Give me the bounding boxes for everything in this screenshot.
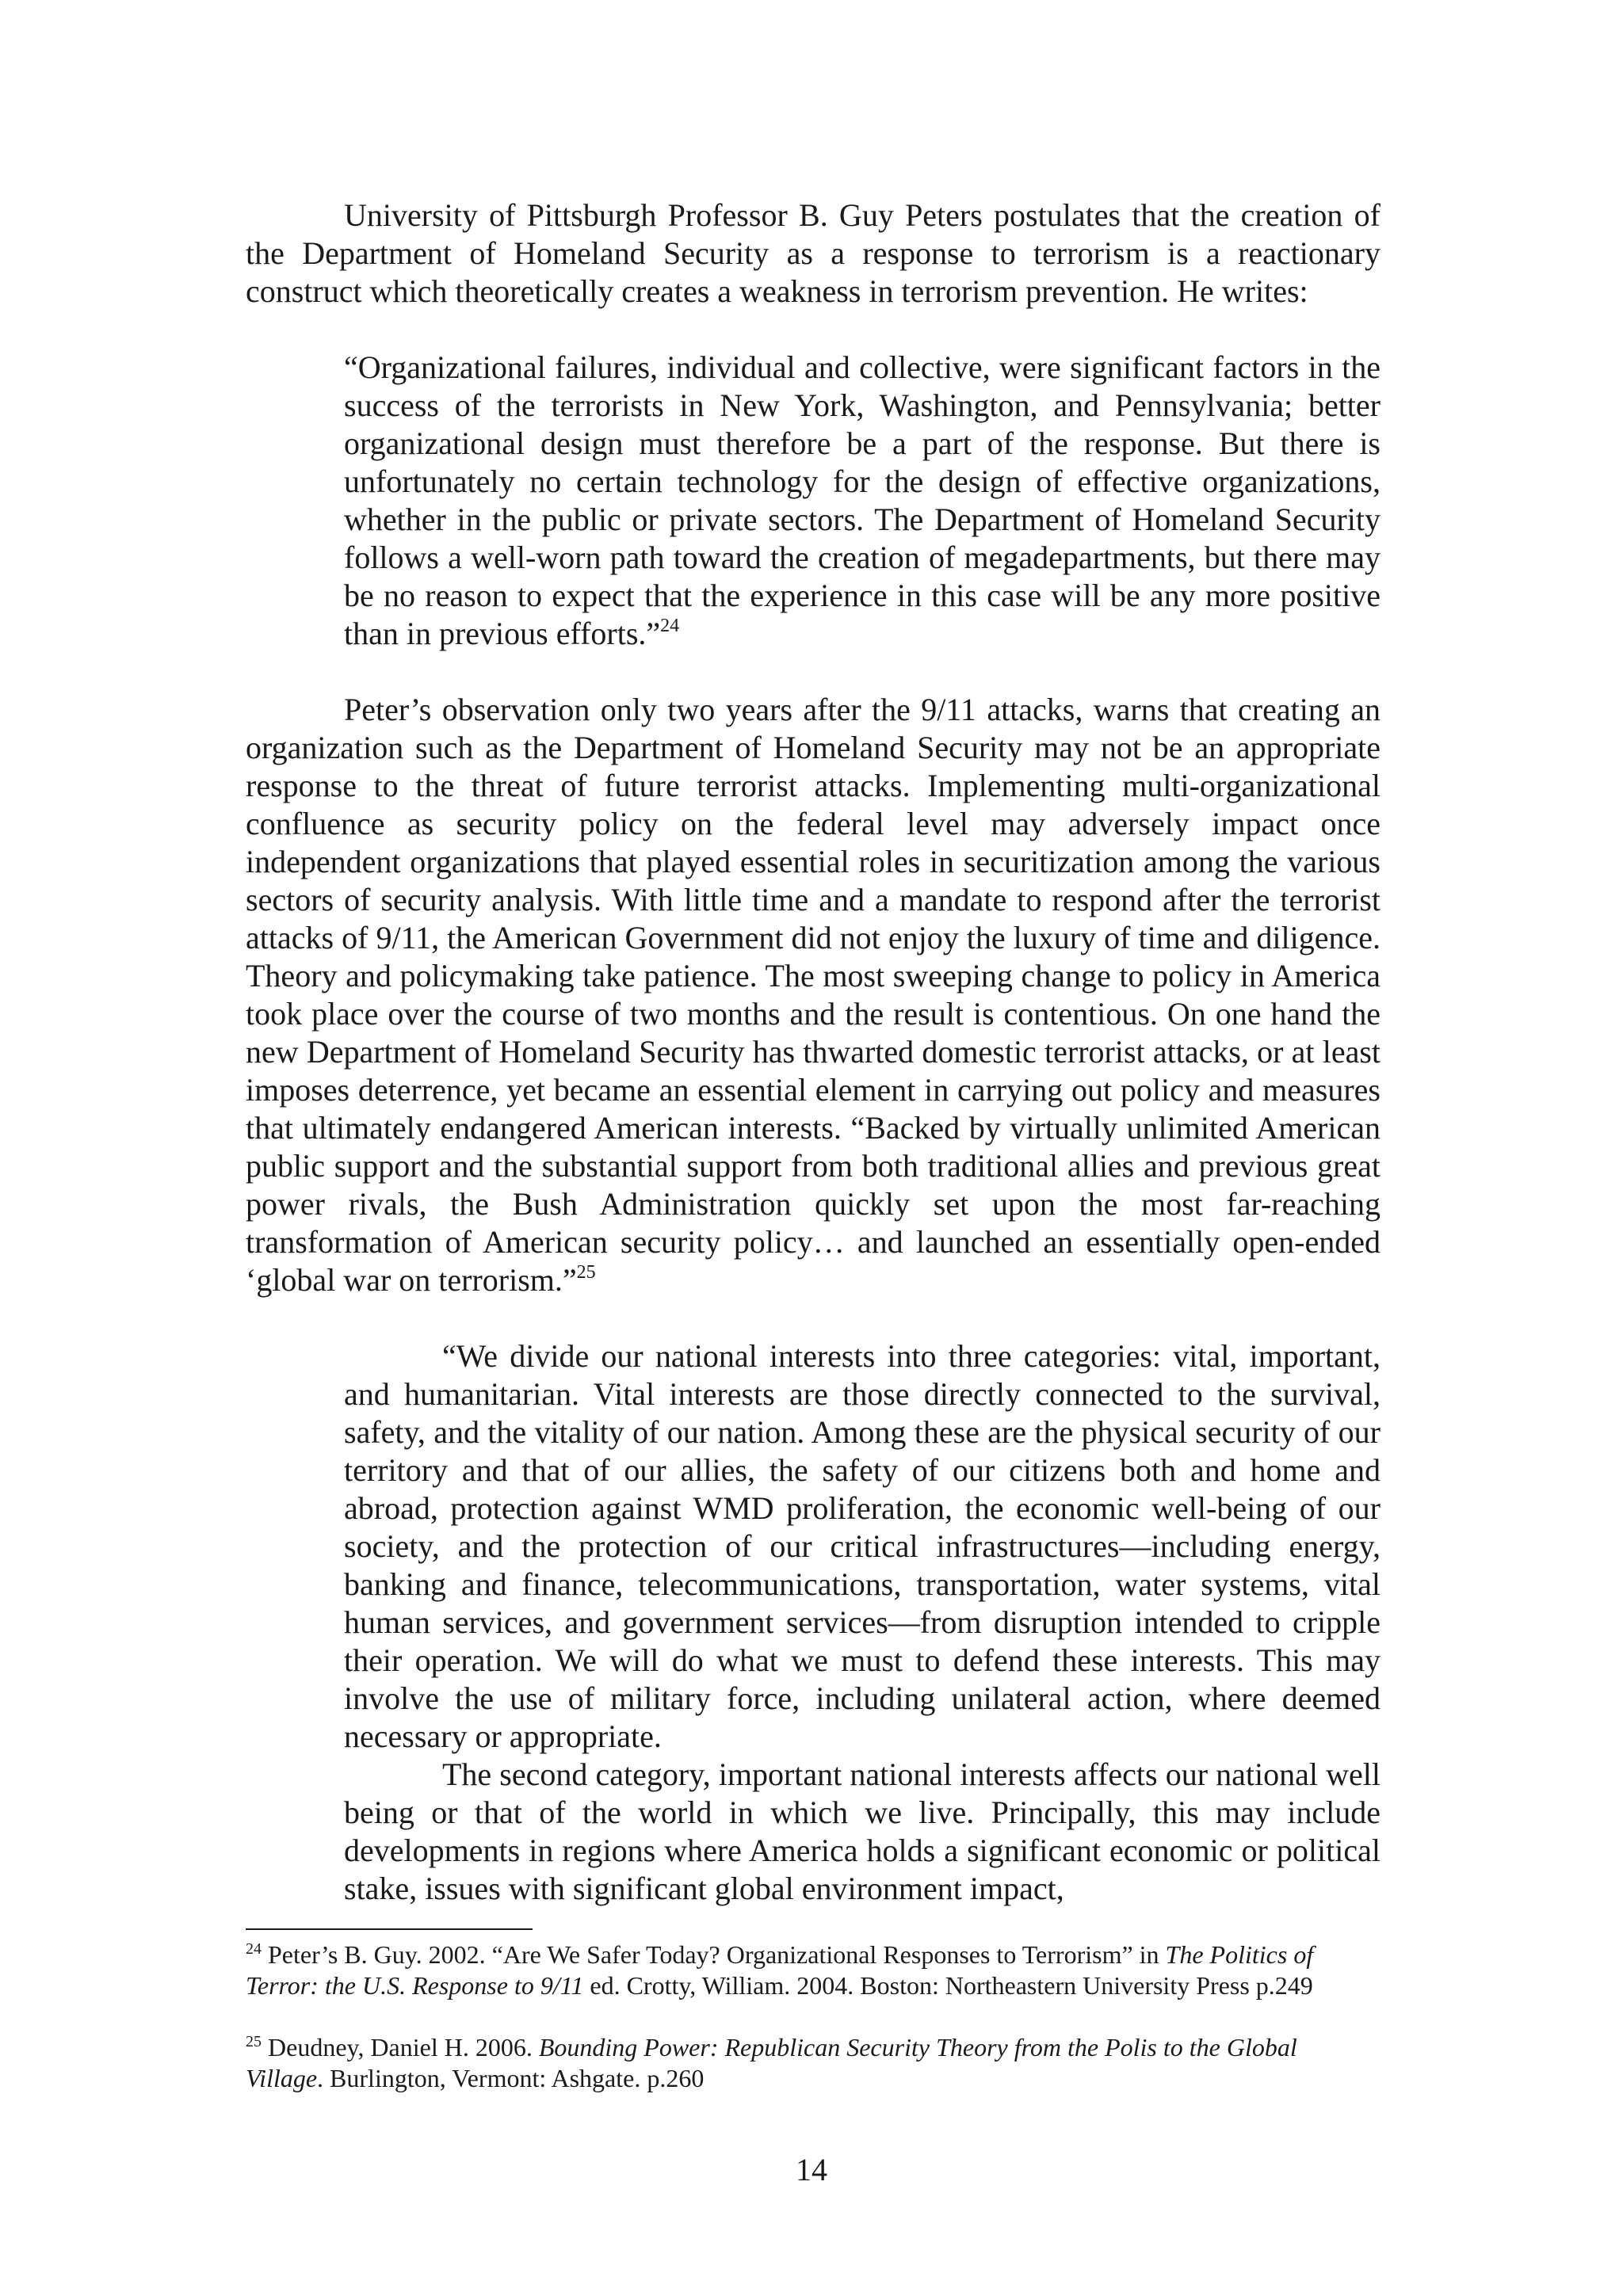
paragraph-intro: University of Pittsburgh Professor B. Guy Peters postulates that the creation of the Department of Homeland Security as a response to terrorism is a reactionary construct which theoretically creates a weakness in terrorism prevention. He writes: [246, 197, 1381, 309]
footnote-24: $^{24}$ Peter’s B. Guy. 2002. “Are We Safer Today? Organizational Responses to Terrorism” in The Politics of Terror: the U.S. Response to 9/11 ed. Crotty, William. 2004. Boston: Northeastern University Press p.249 [246, 1940, 1314, 2000]
paragraph-observation: Peter’s observation only two years after the 9/11 attacks, warns that creating an organization such as the Department of Homeland Security may not be an appropriate response to the threat of future terrorist attacks. Implementing multi-organizational confluence as security policy on the federal level may adversely impact once independent organizations that played essential roles in securitization among the various sectors of security analysis. With little time and a mandate to respond after the terrorist attacks of 9/11, the American Government did not enjoy the luxury of time and diligence. Theory and policymaking take patience. The most sweeping change to policy in America took place over the course of two months and the result is contentious. On one hand the new Department of Homeland Security has thwarted domestic terrorist attacks, or at least imposes deterrence, yet became an essential element in carrying out policy and measures that ultimately endangered American interests. “Backed by virtually unlimited American public support and the substantial support from both traditional allies and previous great power rivals, the Bush Administration quickly set upon the most far-reaching transformation of American security policy… and launched an essentially open-ended ‘global war on terrorism.”$^{25}$ [246, 692, 1381, 1298]
footnote-divider [246, 1928, 533, 1930]
footnote-ref-24: 24 [660, 616, 680, 636]
page-number: 14 [796, 2152, 827, 2187]
block-quote-second-category: The second category, important national interests affects our national well being or that of the world in which we live. Principally, this may include developments in regions where America holds a significant economic or political stake, issues with significant global environment impact, [344, 1756, 1381, 1906]
block-quote-national-interests: “We divide our national interests into three categories: vital, important, and humanitarian. Vital interests are those directly connected to the survival, safety, and the vitality of our nation. Among these are the physical security of our territory and that of our allies, the safety of our citizens both and home and abroad, protection against WMD proliferation, the economic well-being of our society, and the protection of our critical infrastructures—including energy, banking and finance, telecommunications, transportation, water systems, vital human services, and government services—from disruption intended to cripple their operation. We will do what we must to defend these interests. This may involve the use of military force, including unilateral action, where deemed necessary or appropriate. [344, 1338, 1381, 1754]
footnote-ref-25: 25 [576, 1262, 596, 1283]
footnote-25: $^{25}$ Deudney, Daniel H. 2006. Bounding Power: Republican Security Theory from the Polis to the Global Village. Burlington, Vermont: Ashgate. p.260 [246, 2033, 1297, 2092]
block-quote-peters: “Organizational failures, individual and collective, were significant factors in the success of the terrorists in New York, Washington, and Pennsylvania; better organizational design must therefore be a part of the response. But there is unfortunately no certain technology for the design of effective organizations, whether in the public or private sectors. The Department of Homeland Security follows a well-worn path toward the creation of megadepartments, but there may be no reason to expect that the experience in this case will be any more positive than in previous efforts.”$^{24}$ [344, 349, 1381, 651]
